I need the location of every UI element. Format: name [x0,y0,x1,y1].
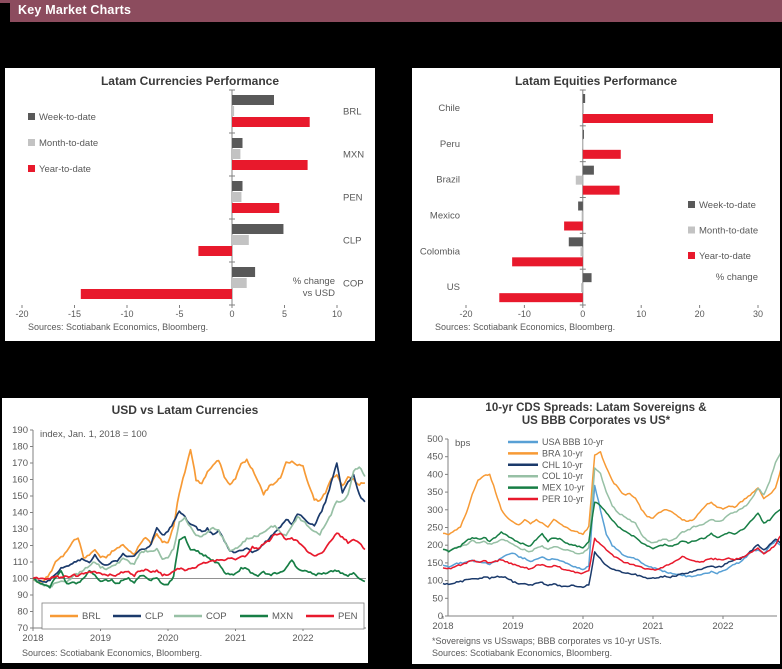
svg-text:COL 10-yr: COL 10-yr [542,471,584,482]
svg-text:COP: COP [206,611,227,622]
svg-text:10: 10 [636,309,647,319]
svg-text:100: 100 [12,573,28,585]
cds-spreads-panel [412,398,780,664]
svg-text:0: 0 [580,309,586,319]
svg-text:2022: 2022 [292,633,314,644]
cds-spreads-chart [412,398,780,664]
svg-text:Week-to-date: Week-to-date [39,112,96,123]
svg-text:160: 160 [12,474,28,486]
svg-text:0: 0 [437,611,443,622]
svg-text:bps: bps [455,438,471,449]
source-note: Sources: Scotiabank Economics, Bloomberg. [435,322,616,332]
chart-title-line1: 10-yr CDS Spreads: Latam Sovereigns & [485,402,707,414]
svg-text:350: 350 [427,487,443,499]
svg-text:20: 20 [694,309,705,319]
svg-text:2021: 2021 [224,633,247,644]
svg-text:Year-to-date: Year-to-date [699,251,751,262]
svg-text:Month-to-date: Month-to-date [699,225,759,237]
chart-title: Latam Currencies Performance [100,74,280,88]
svg-text:BRA 10-yr: BRA 10-yr [542,448,584,459]
svg-text:PER 10-yr: PER 10-yr [542,494,584,504]
svg-text:-10: -10 [517,309,531,319]
latam-equities-panel [412,68,780,341]
latam-equities-chart [412,68,780,341]
svg-text:CLP: CLP [145,611,164,622]
svg-text:-5: -5 [175,309,184,319]
source-note: Sources: Scotiabank Economics, Bloomberg. [22,648,203,658]
footnote: *Sovereigns vs USswaps; BBB corporates vs 10-yr USTs. [432,636,662,646]
svg-text:10: 10 [331,309,343,319]
svg-text:180: 180 [12,441,28,453]
svg-text:Month-to-date: Month-to-date [39,138,99,149]
latam-currencies-panel [5,68,375,341]
svg-text:Peru: Peru [439,138,460,150]
svg-text:Week-to-date: Week-to-date [699,200,756,211]
usd-vs-latam-panel [2,398,368,663]
svg-text:500: 500 [427,434,443,445]
svg-text:Chile: Chile [438,102,460,114]
svg-text:250: 250 [427,522,443,534]
svg-text:Colombia: Colombia [419,246,460,258]
svg-text:-20: -20 [459,309,473,319]
svg-text:% change: % change [715,272,758,283]
svg-text:BRL: BRL [82,611,101,622]
svg-text:-10: -10 [120,309,134,319]
svg-text:140: 140 [12,507,28,519]
svg-text:150: 150 [12,491,28,502]
svg-text:170: 170 [12,458,28,469]
svg-text:vs USD: vs USD [302,288,335,299]
svg-text:2020: 2020 [572,621,594,632]
svg-text:MXN: MXN [272,611,294,622]
svg-text:CLP: CLP [343,235,362,247]
svg-text:-15: -15 [67,309,82,319]
svg-text:130: 130 [12,524,28,535]
header-bar [0,0,782,22]
svg-text:120: 120 [12,540,28,552]
svg-text:CHL 10-yr: CHL 10-yr [542,459,583,470]
svg-text:80: 80 [17,606,28,618]
svg-text:0: 0 [229,309,235,319]
chart-title: Latam Equities Performance [514,74,678,88]
svg-text:450: 450 [427,451,443,463]
svg-text:150: 150 [427,557,443,569]
source-note: Sources: Scotiabank Economics, Bloomberg. [432,648,613,658]
svg-text:Year-to-date: Year-to-date [39,164,91,175]
svg-text:200: 200 [427,540,443,552]
chart-title: USD vs Latam Currencies [111,403,259,417]
svg-text:2020: 2020 [157,633,179,644]
header-notch [0,3,10,22]
svg-text:70: 70 [17,623,28,634]
svg-text:50: 50 [432,593,443,605]
svg-text:5: 5 [281,309,288,319]
svg-text:-20: -20 [15,309,29,319]
svg-text:110: 110 [12,557,28,568]
source-note: Sources: Scotiabank Economics, Bloomberg. [28,322,209,332]
svg-text:MXN: MXN [343,149,365,161]
svg-text:COP: COP [343,278,364,290]
svg-text:300: 300 [427,504,443,516]
svg-text:100: 100 [427,575,443,587]
latam-currencies-chart [5,68,375,341]
svg-text:Brazil: Brazil [436,174,460,186]
svg-text:2019: 2019 [502,621,524,632]
svg-text:90: 90 [17,590,28,601]
svg-text:190: 190 [12,425,28,436]
svg-text:index, Jan. 1, 2018 = 100: index, Jan. 1, 2018 = 100 [40,429,147,440]
svg-text:30: 30 [752,309,764,319]
svg-text:Mexico: Mexico [429,210,460,222]
svg-text:400: 400 [427,469,443,481]
svg-text:% change: % change [292,276,335,287]
usd-vs-latam-chart [2,398,368,663]
svg-text:US: US [446,282,460,294]
svg-text:BRL: BRL [343,106,362,118]
svg-text:2019: 2019 [89,633,112,644]
svg-text:2018: 2018 [432,621,454,632]
svg-text:2018: 2018 [22,633,44,644]
page-title: Key Market Charts [18,3,132,17]
svg-text:2022: 2022 [712,621,734,632]
svg-text:MEX 10-yr: MEX 10-yr [542,482,585,493]
svg-text:2021: 2021 [642,621,664,632]
svg-text:PEN: PEN [338,611,358,622]
svg-text:USA BBB 10-yr: USA BBB 10-yr [542,437,604,447]
svg-text:PEN: PEN [343,192,363,204]
chart-title-line2: US BBB Corporates vs US* [521,415,671,427]
